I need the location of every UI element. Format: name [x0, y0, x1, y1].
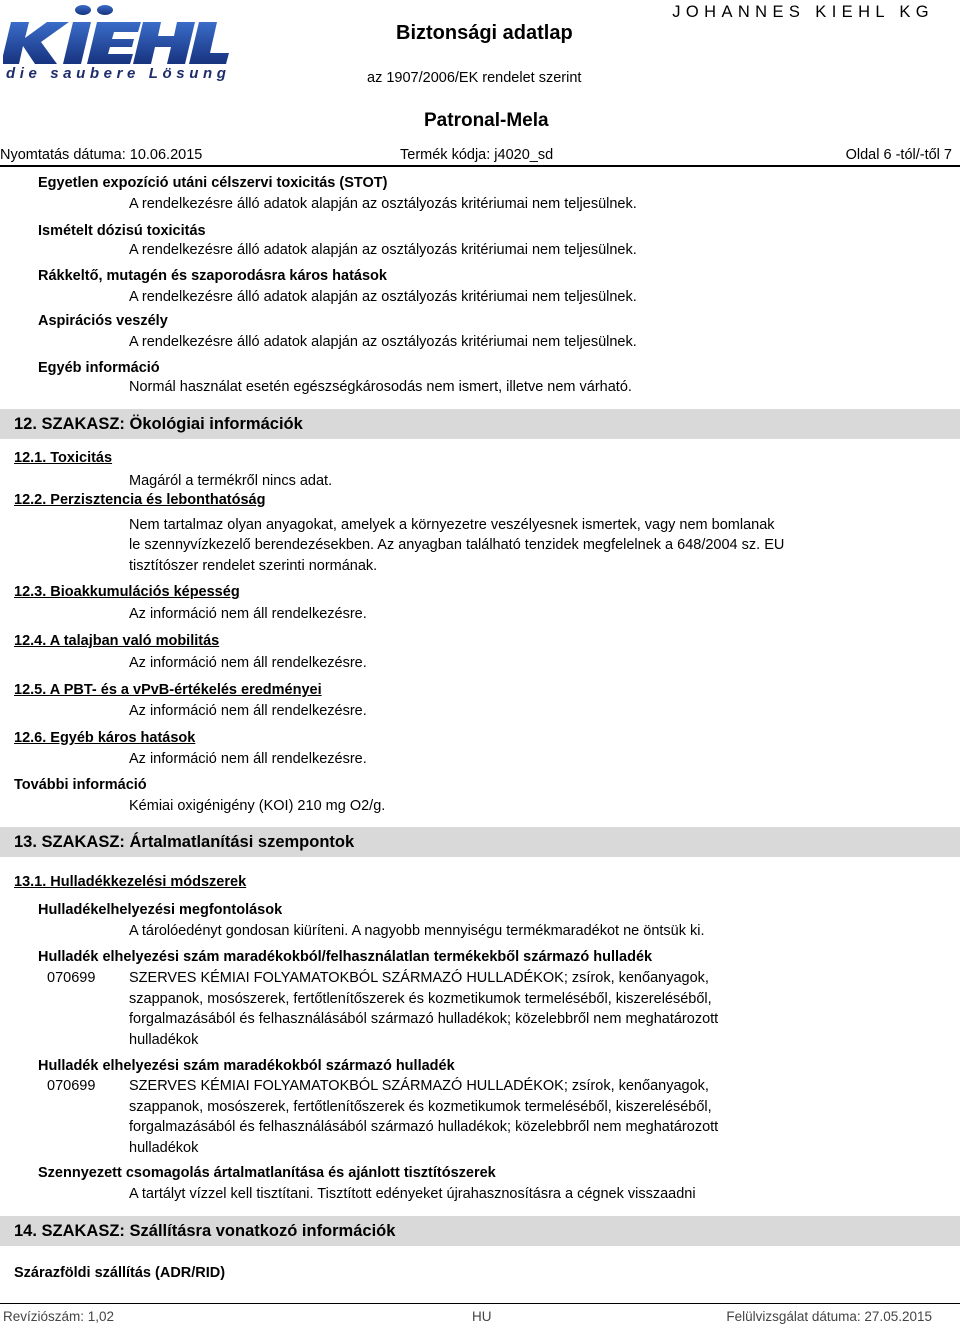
- unused-waste-code: 070699: [47, 970, 96, 986]
- further-info-text: Kémiai oxigénigény (KOI) 210 mg O2/g.: [129, 798, 386, 814]
- stot-repeated-text: A rendelkezésre álló adatok alapján az osztályozás kritériumai nem teljesülnek.: [129, 242, 637, 258]
- language-code: HU: [472, 1309, 492, 1324]
- section-13-bar: [0, 827, 960, 857]
- persistence-line-3: tisztítószer rendelet szerinti normának.: [129, 558, 378, 574]
- kiehl-logo-mark: [3, 2, 229, 66]
- persistence-heading: 12.2. Perzisztencia és lebonthatóság: [14, 492, 266, 508]
- pbt-heading: 12.5. A PBT- és a vPvB-értékelés eredményei: [14, 682, 322, 698]
- disposal-heading: Hulladékelhelyezési megfontolások: [38, 902, 283, 918]
- aspiration-text: A rendelkezésre álló adatok alapján az osztályozás kritériumai nem teljesülnek.: [129, 334, 637, 350]
- logo-tagline: die saubere Lösung: [6, 65, 231, 82]
- document-title: Biztonsági adatlap: [396, 22, 573, 44]
- company-name: JOHANNES KIEHL KG: [672, 3, 934, 21]
- unused-waste-line-1: SZERVES KÉMIAI FOLYAMATOKBÓL SZÁRMAZÓ HULLADÉKOK; zsírok, kenőanyagok,: [129, 970, 709, 986]
- persistence-line-2: le szennyvízkezelő berendezésekben. Az anyagban található tenzidek megfelelnek a 648/2004 sz. EU: [129, 537, 785, 553]
- other-effects-heading: 12.6. Egyéb káros hatások: [14, 730, 196, 746]
- residues-waste-line-3: forgalmazásából és felhasználásából származó hulladékok; közelebbről nem meghatározott: [129, 1119, 719, 1135]
- stot-repeated-heading: Ismételt dózisú toxicitás: [38, 223, 206, 239]
- other-effects-text: Az információ nem áll rendelkezésre.: [129, 751, 367, 767]
- other-info-heading: Egyéb információ: [38, 360, 160, 376]
- cmr-heading: Rákkeltő, mutagén és szaporodásra káros hatások: [38, 268, 387, 284]
- page-info: Oldal 6 -tól/-től 7: [845, 147, 952, 163]
- stot-single-heading: Egyetlen expozíció utáni célszervi toxicitás (STOT): [38, 175, 388, 191]
- regulation-reference: az 1907/2006/EK rendelet szerint: [367, 70, 582, 86]
- product-name: Patronal-Mela: [424, 110, 549, 131]
- other-info-text: Normál használat esetén egészségkárosodás nem ismert, illetve nem várható.: [129, 379, 632, 395]
- residues-waste-line-4: hulladékok: [129, 1140, 199, 1156]
- print-date: Nyomtatás dátuma: 10.06.2015: [0, 147, 203, 163]
- cmr-text: A rendelkezésre álló adatok alapján az osztályozás kritériumai nem teljesülnek.: [129, 289, 637, 305]
- further-info-heading: További információ: [14, 777, 147, 793]
- packaging-text: A tartályt vízzel kell tisztítani. Tisztított edényeket újrahasznosításra a cégnek visszaadni: [129, 1186, 696, 1202]
- disposal-text: A tárolóedényt gondosan kiüríteni. A nagyobb mennyiségu termékmaradékot ne öntsük ki.: [129, 923, 705, 939]
- land-transport-heading: Szárazföldi szállítás (ADR/RID): [14, 1265, 226, 1281]
- product-code: Termék kódja: j4020_sd: [400, 147, 554, 163]
- waste-methods-heading: 13.1. Hulladékkezelési módszerek: [14, 874, 247, 890]
- header-divider: [0, 165, 960, 167]
- mobility-text: Az információ nem áll rendelkezésre.: [129, 655, 367, 671]
- residues-waste-line-2: szappanok, mosószerek, fertőtlenítőszerek és kozmetikumok termeléséből, kiszereléséből,: [129, 1099, 712, 1115]
- section-14-bar: [0, 1216, 960, 1246]
- bioaccumulation-text: Az információ nem áll rendelkezésre.: [129, 606, 367, 622]
- residues-waste-line-1: SZERVES KÉMIAI FOLYAMATOKBÓL SZÁRMAZÓ HULLADÉKOK; zsírok, kenőanyagok,: [129, 1078, 709, 1094]
- unused-waste-line-3: forgalmazásából és felhasználásából származó hulladékok; közelebbről nem meghatározott: [129, 1011, 719, 1027]
- unused-waste-line-4: hulladékok: [129, 1032, 199, 1048]
- section-12-bar: [0, 409, 960, 439]
- toxicity-heading: 12.1. Toxicitás: [14, 450, 113, 466]
- packaging-heading: Szennyezett csomagolás ártalmatlanítása és ajánlott tisztítószerek: [38, 1165, 496, 1181]
- residues-waste-heading: Hulladék elhelyezési szám maradékokból származó hulladék: [38, 1058, 455, 1074]
- unused-waste-line-2: szappanok, mosószerek, fertőtlenítőszerek és kozmetikumok termeléséből, kiszereléséből,: [129, 991, 712, 1007]
- section-14-title: 14. SZAKASZ: Szállításra vonatkozó információk: [14, 1222, 396, 1240]
- persistence-line-1: Nem tartalmaz olyan anyagokat, amelyek a környezetre veszélyesnek ismertek, vagy nem bomlanak: [129, 517, 775, 533]
- revision-number: Revíziószám: 1,02: [3, 1309, 115, 1324]
- aspiration-heading: Aspirációs veszély: [38, 313, 168, 329]
- residues-waste-code: 070699: [47, 1078, 96, 1094]
- mobility-heading: 12.4. A talajban való mobilitás: [14, 633, 220, 649]
- bioaccumulation-heading: 12.3. Bioakkumulációs képesség: [14, 584, 240, 600]
- toxicity-text: Magáról a termékről nincs adat.: [129, 473, 333, 489]
- section-12-title: 12. SZAKASZ: Ökológiai információk: [14, 415, 303, 433]
- section-13-title: 13. SZAKASZ: Ártalmatlanítási szempontok: [14, 833, 355, 851]
- unused-waste-heading: Hulladék elhelyezési szám maradékokból/felhasználatlan termékekből származó hulladék: [38, 949, 653, 965]
- footer-divider: [0, 1303, 960, 1304]
- review-date: Felülvizsgálat dátuma: 27.05.2015: [726, 1309, 932, 1324]
- stot-single-text: A rendelkezésre álló adatok alapján az osztályozás kritériumai nem teljesülnek.: [129, 196, 637, 212]
- pbt-text: Az információ nem áll rendelkezésre.: [129, 703, 367, 719]
